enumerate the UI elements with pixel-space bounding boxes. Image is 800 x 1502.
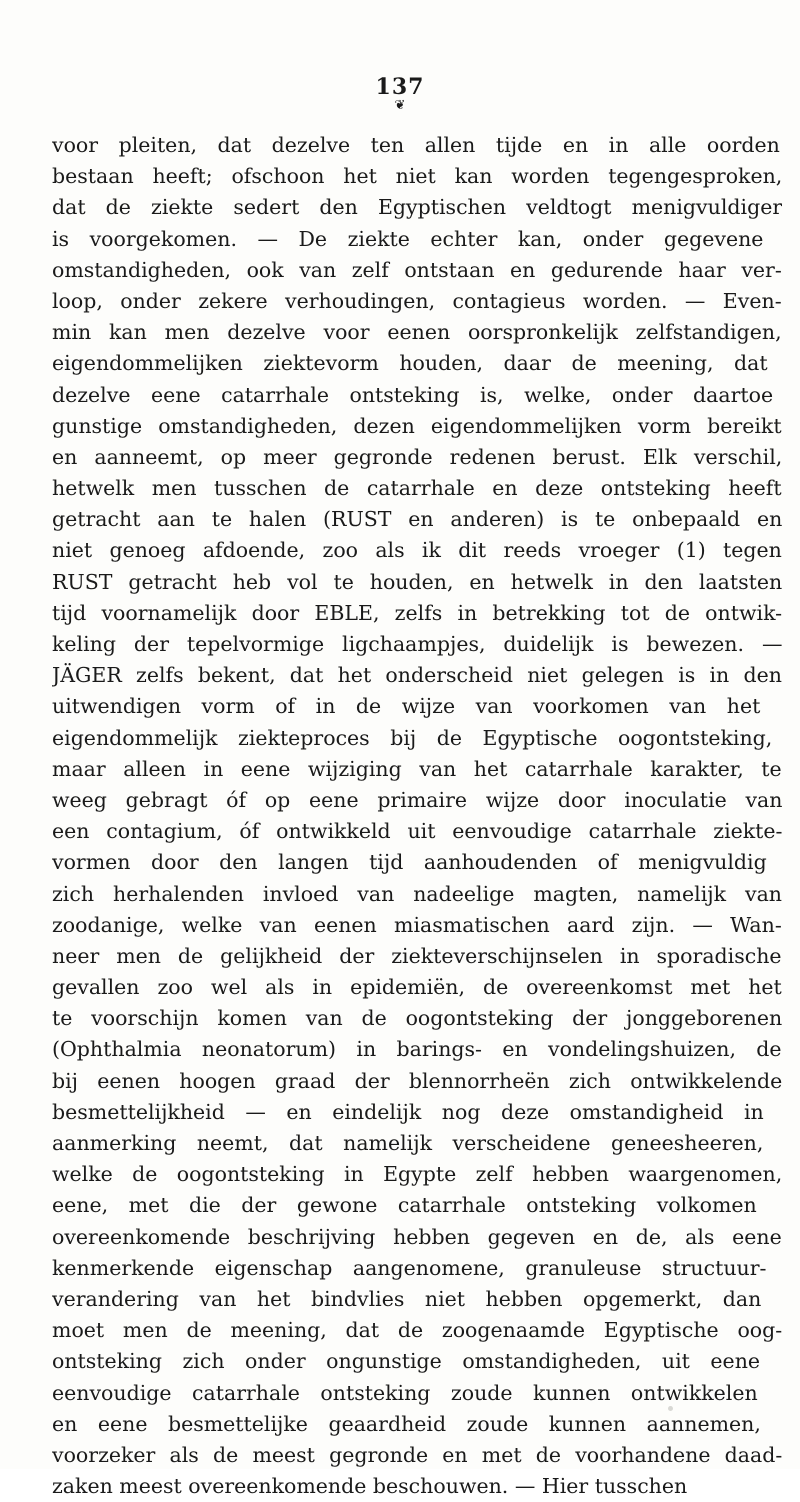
text-line: ontsteking zich onder ongunstige omstandigheden, uit eene [52,1349,761,1374]
text-line: overeenkomende beschrijving hebben gegeven en de, als eene [52,1224,782,1249]
text-line: JÄGER zelfs bekent, dat het onderscheid niet gelegen is in den [52,663,782,688]
text-line: en aanneemt, op meer gegronde redenen berust. Elk verschil, [52,444,782,469]
text-line: gunstige omstandigheden, dezen eigendommelijken vorm bereikt [52,413,782,438]
text-line: weeg gebragt óf op eene primaire wijze door inoculatie van [52,787,782,812]
text-line: keling der tepelvormige ligchaampjes, duidelijk is bewezen. — [52,632,782,656]
text-line: tijd voornamelijk door EBLE, zelfs in betrekking tot de ontwik- [52,600,782,625]
text-line: (Ophthalmia neonatorum) in barings- en vondelingshuizen, de [52,1037,782,1062]
text-line: een contagium, óf ontwikkeld uit eenvoudige catarrhale ziekte- [52,819,782,844]
text-line: besmettelijkheid — en eindelijk nog deze omstandigheid in [52,1099,764,1124]
text-line: RUST getracht heb vol te houden, en hetwelk in den laatsten [52,569,782,594]
text-line: eene, met die der gewone catarrhale ontsteking volkomen [52,1193,757,1218]
text-line: en eene besmettelijke geaardheid zoude kunnen aannemen, [52,1411,761,1436]
text-line: zaken meest overeenkomende beschouwen. — Hier tusschen [52,1474,688,1499]
text-line: neer men de gelijkheid der ziekteverschijnselen in sporadische [52,943,782,968]
body-text [52,130,782,1502]
text-line: gevallen zoo wel als in epidemiën, de overeenkomst met het [52,975,782,1000]
text-line: zich herhalenden invloed van nadeelige magten, namelijk van [52,881,782,906]
text-line: voor pleiten, dat dezelve ten allen tijde en in alle oorden [52,133,780,157]
page-number: 137 [375,74,425,100]
text-line: welke de oogontsteking in Egypte zelf hebben waargenomen, [52,1162,782,1187]
text-line: bestaan heeft; ofschoon het niet kan worden tegengesproken, [52,164,782,189]
ornament-icon: ❦ [394,98,406,113]
text-line: is voorgekomen. — De ziekte echter kan, onder gegevene [52,226,764,251]
text-line: verandering van het bindvlies niet hebben opgemerkt, dan [52,1286,762,1311]
text-line: eigendommelijk ziekteproces bij de Egyptische oogontsteking, [52,725,773,750]
text-line: getracht aan te halen (RUST en anderen) is te onbepaald en [52,507,782,532]
text-line: omstandigheden, ook van zelf ontstaan en gedurende haar ver- [52,257,782,282]
text-line: zoodanige, welke van eenen miasmatischen aard zijn. — Wan- [52,912,782,937]
text-line: aanmerking neemt, dat namelijk verscheidene geneesheeren, [52,1131,764,1155]
text-line: voorzeker als de meest gegronde en met de voorhandene daad- [52,1442,782,1467]
text-line: moet men de meening, dat de zoogenaamde Egyptische oog- [52,1318,782,1343]
text-line: bij eenen hoogen graad der blennorrheën zich ontwikkelende [52,1068,782,1093]
text-line: dezelve eene catarrhale ontsteking is, welke, onder daartoe [52,382,774,407]
text-line: loop, onder zekere verhoudingen, contagieus worden. — Even- [52,288,782,313]
text-line: kenmerkende eigenschap aangenomene, granuleuse structuur- [52,1255,767,1280]
page-speck [668,1406,673,1411]
text-line: eenvoudige catarrhale ontsteking zoude kunnen ontwikkelen [52,1380,758,1405]
text-line: vormen door den langen tijd aanhoudenden of menigvuldig [52,850,767,875]
text-line: dat de ziekte sedert den Egyptischen veldtogt menigvuldiger [52,195,782,220]
text-line: hetwelk men tusschen de catarrhale en deze ontsteking heeft [52,476,782,501]
text-line: min kan men dezelve voor eenen oorspronkelijk zelfstandigen, [52,320,782,345]
text-line: uitwendigen vorm of in de wijze van voorkomen van het [52,694,761,719]
text-line: te voorschijn komen van de oogontsteking der jonggeborenen [52,1006,782,1031]
text-line: maar alleen in eene wijziging van het catarrhale karakter, te [52,756,782,781]
text-line: eigendommelijken ziektevorm houden, daar de meening, dat [52,351,768,376]
text-line: niet genoeg afdoende, zoo als ik dit reeds vroeger (1) tegen [52,538,782,563]
